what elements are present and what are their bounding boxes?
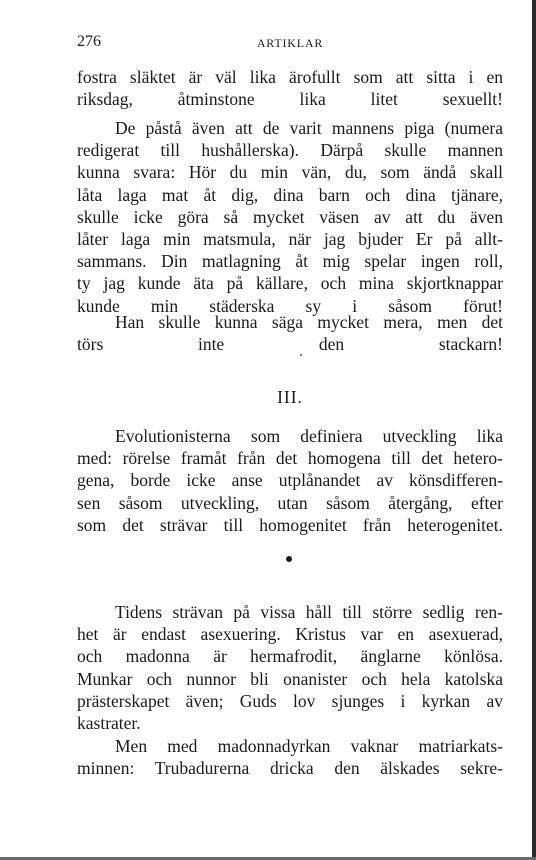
paragraph-continuation bbox=[77, 66, 503, 110]
text-line: redigerat till hushållerska). Därpå skulle mannen bbox=[77, 140, 503, 161]
text-line: med: rörelse framåt från det homogena till det hetero- bbox=[77, 448, 503, 469]
text-line: kunde min städerska sy i såsom förut! bbox=[77, 295, 503, 316]
text-line: het är endast asexuering. Kristus var en asexuerad, bbox=[77, 624, 503, 645]
text-line: låta laga mat åt dig, dina barn och dina tjänare, bbox=[77, 184, 503, 205]
page-header bbox=[77, 33, 503, 51]
text-line: kastrater. bbox=[77, 713, 141, 734]
text-line: minnen: Trubadurerna dricka den älskades sekre- bbox=[77, 758, 503, 779]
text-line: Han skulle kunna säga mycket mera, men det bbox=[115, 312, 503, 332]
running-head: ARTIKLAR bbox=[256, 36, 324, 50]
section-heading: III. bbox=[277, 387, 303, 407]
text-line: De påstå även att de varit mannens piga (numera bbox=[115, 118, 503, 138]
text-line: ty jag kunde äta på källare, och mina skjortknappar bbox=[77, 273, 503, 294]
text-line: låter laga min matsmula, när jag bjuder Er på allt- bbox=[77, 229, 503, 250]
text-line: sen såsom utveckling, utan såsom återgång, efter bbox=[77, 492, 503, 513]
text-line: kunna svara: Hör du min vän, du, som ändå skall bbox=[77, 162, 503, 183]
text-line: skulle icke göra så mycket väsen av att du även bbox=[77, 206, 503, 227]
text-line: fostra släktet är väl lika ärofullt som att sitta i en bbox=[77, 67, 503, 87]
separator-bullet bbox=[286, 556, 292, 562]
text-line: gena, borde icke anse utplånandet av könsdifferen- bbox=[77, 470, 503, 491]
text-line: riksdag, åtminstone lika litet sexuellt! bbox=[77, 89, 503, 110]
text-line: sammans. Din matlagning åt mig spelar ingen roll, bbox=[77, 251, 503, 272]
paragraph-housekeeper bbox=[77, 117, 503, 317]
stray-dot bbox=[300, 354, 302, 356]
paragraph-evolutionists bbox=[77, 425, 503, 536]
page-number: 276 bbox=[77, 33, 101, 50]
paragraph-madonna-worship bbox=[77, 735, 503, 779]
page-edge-right bbox=[532, 0, 536, 860]
text-line: Evolutionisterna som definiera utveckling lika bbox=[115, 426, 503, 446]
text-line: och madonna är hermafrodit, änglarne könlösa. bbox=[77, 646, 503, 667]
paragraph-stackarn bbox=[77, 311, 503, 355]
paragraph-asexuation bbox=[77, 601, 503, 734]
text-line: Tidens strävan på vissa håll till större sedlig ren- bbox=[115, 602, 503, 622]
text-line: Men med madonnadyrkan vaknar matriarkats- bbox=[115, 736, 503, 756]
text-line: Munkar och nunnor bli onanister och hela katolska bbox=[77, 668, 503, 689]
text-line: törs inte den stackarn! bbox=[77, 334, 503, 355]
text-line: som det strävar till homogenitet från heterogenitet. bbox=[77, 514, 503, 535]
text-line: prästerskapet även; Guds lov sjunges i kyrkan av bbox=[77, 690, 503, 711]
